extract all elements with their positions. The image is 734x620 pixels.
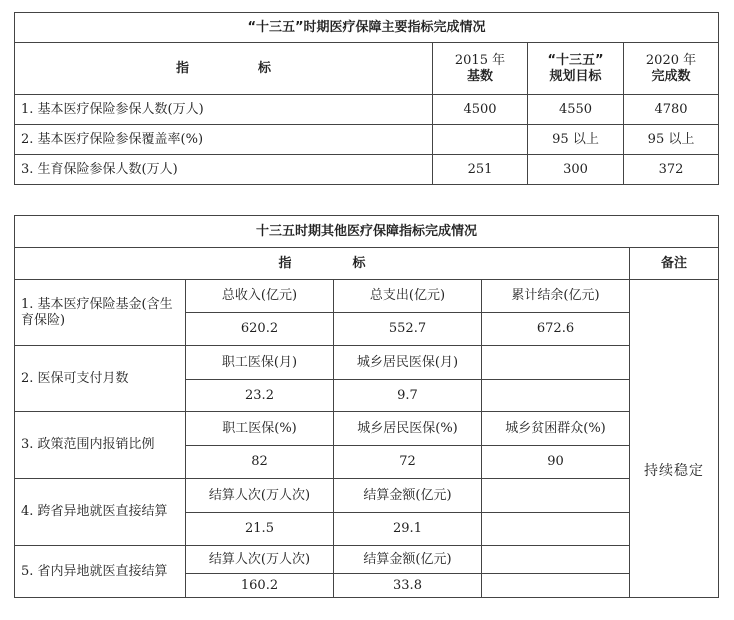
- table2-indicator-header: 指 标: [15, 248, 630, 280]
- table1-target-header: [528, 43, 624, 95]
- row-name: 3. 生育保险参保人数(万人): [15, 155, 433, 185]
- metric-label: 结算人次(万人次): [186, 546, 334, 574]
- metric-value: [482, 380, 630, 412]
- row-base: [433, 125, 528, 155]
- table2-title: 十三五时期其他医疗保障指标完成情况: [15, 216, 719, 248]
- actual-header-line2: 完成数: [651, 68, 691, 84]
- table1-actual-header: [624, 43, 719, 95]
- table-row: [15, 346, 719, 380]
- row-name: 3. 政策范围内报销比例: [15, 412, 186, 479]
- row-actual: 372: [624, 155, 719, 185]
- metric-label: 总收入(亿元): [186, 280, 334, 313]
- metric-label: 城乡居民医保(月): [334, 346, 482, 380]
- table1-base-header: [433, 43, 528, 95]
- target-header-line1: “十三五”: [547, 52, 604, 68]
- table2-note-header: 备注: [630, 248, 719, 280]
- metric-value: 552.7: [334, 313, 482, 346]
- table1-title: “十三五”时期医疗保障主要指标完成情况: [15, 13, 719, 43]
- metric-value: 620.2: [186, 313, 334, 346]
- metric-label: 累计结余(亿元): [482, 280, 630, 313]
- row-target: 95 以上: [528, 125, 624, 155]
- table-row: [15, 412, 719, 446]
- actual-header-line1: 2020 年: [645, 52, 697, 68]
- table-row: [15, 479, 719, 513]
- row-target: 300: [528, 155, 624, 185]
- row-name: 2. 医保可支付月数: [15, 346, 186, 412]
- row-name: 1. 基本医疗保险参保人数(万人): [15, 95, 433, 125]
- base-header-line2: 基数: [466, 68, 493, 84]
- table-row: [15, 125, 719, 155]
- note-value: 持续稳定: [630, 346, 719, 598]
- note-cell: [630, 280, 719, 346]
- metric-label: [482, 546, 630, 574]
- main-indicators-table: [14, 12, 719, 185]
- metric-value: 23.2: [186, 380, 334, 412]
- row-name: 2. 基本医疗保险参保覆盖率(%): [15, 125, 433, 155]
- row-name: 1. 基本医疗保险基金(含生育保险): [15, 280, 186, 346]
- target-header-line2: 规划目标: [549, 68, 602, 84]
- row-base: 4500: [433, 95, 528, 125]
- row-target: 4550: [528, 95, 624, 125]
- metric-label: 职工医保(月): [186, 346, 334, 380]
- metric-value: [482, 513, 630, 546]
- table-row: [15, 95, 719, 125]
- metric-label: 结算人次(万人次): [186, 479, 334, 513]
- other-indicators-table: [14, 215, 719, 598]
- metric-label: [482, 479, 630, 513]
- row-name: 4. 跨省异地就医直接结算: [15, 479, 186, 546]
- metric-value: 21.5: [186, 513, 334, 546]
- table-row: [15, 280, 719, 313]
- metric-value: 90: [482, 446, 630, 479]
- base-header-line1: 2015 年: [454, 52, 506, 68]
- metric-label: 职工医保(%): [186, 412, 334, 446]
- metric-label: [482, 346, 630, 380]
- metric-label: 结算金额(亿元): [334, 479, 482, 513]
- table-row: [15, 546, 719, 574]
- table1-indicator-header: 指 标: [15, 43, 433, 95]
- metric-value: 160.2: [186, 574, 334, 598]
- metric-value: 33.8: [334, 574, 482, 598]
- metric-label: 城乡居民医保(%): [334, 412, 482, 446]
- metric-value: [482, 574, 630, 598]
- metric-value: 72: [334, 446, 482, 479]
- table-row: [15, 155, 719, 185]
- row-actual: 4780: [624, 95, 719, 125]
- row-base: 251: [433, 155, 528, 185]
- metric-value: 82: [186, 446, 334, 479]
- row-name: 5. 省内异地就医直接结算: [15, 546, 186, 598]
- metric-value: 672.6: [482, 313, 630, 346]
- metric-label: 结算金额(亿元): [334, 546, 482, 574]
- metric-label: 总支出(亿元): [334, 280, 482, 313]
- metric-value: 29.1: [334, 513, 482, 546]
- metric-value: 9.7: [334, 380, 482, 412]
- metric-label: 城乡贫困群众(%): [482, 412, 630, 446]
- row-actual: 95 以上: [624, 125, 719, 155]
